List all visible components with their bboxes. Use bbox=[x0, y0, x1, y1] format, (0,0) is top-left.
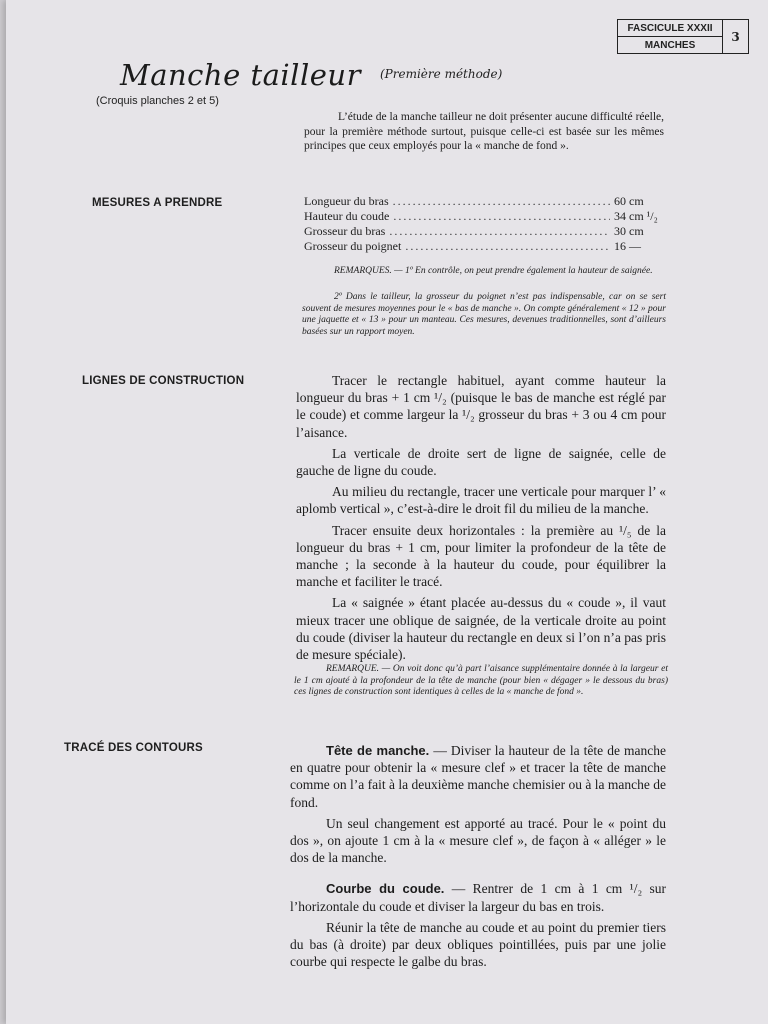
measure-label: Grosseur du bras bbox=[304, 224, 386, 238]
measure-row bbox=[304, 239, 666, 254]
coude-paragraph bbox=[290, 880, 666, 914]
remarque-1: REMARQUES. — 1º En contrôle, on peut prendre également la hauteur de saignée. bbox=[334, 266, 653, 276]
changement-paragraph: Un seul changement est apporté au tracé. Pour le « point du dos », on ajoute 1 cm à la « mesure clef », de façon à « alléger » le dos de la manche. bbox=[290, 815, 666, 866]
lignes-paragraph: La verticale de droite sert de ligne de saignée, celle de gauche de ligne du coude. bbox=[296, 445, 666, 479]
lignes-heading: LIGNES DE CONSTRUCTION bbox=[82, 375, 245, 387]
remarque-2: 2º Dans le tailleur, la grosseur du poignet n’est pas indispensable, car on se sert souvent de mesures moyennes pour le « bas de manche ». On compte généralement « 12 » pour une jaquette et « 13 » pour un manteau. Ces mesures, devenues traditionnelles, sont d’ailleurs basées sur un rapport moyen. bbox=[302, 292, 666, 337]
trace-heading: TRACÉ DES CONTOURS bbox=[64, 742, 203, 754]
measure-label: Grosseur du poignet bbox=[304, 239, 402, 253]
leader-dots bbox=[405, 239, 610, 254]
reunir-paragraph: Réunir la tête de manche au coude et au point du premier tiers du bas (à droite) par deux obliques pointillées, puis par une jolie courbe qui respecte le galbe du bras. bbox=[290, 919, 666, 970]
measure-row bbox=[304, 224, 666, 239]
measure-label: Longueur du bras bbox=[304, 194, 389, 208]
lignes-body bbox=[296, 372, 666, 667]
section-label: MANCHES bbox=[644, 39, 696, 51]
lignes-paragraph: Tracer le rectangle habituel, ayant comme hauteur la longueur du bras + 1 cm ¹/₂ (puisque le bas de manche est réglé par le coude) et comme largeur la ¹/₂ grosseur du bras + 3 ou 4 cm pour l’aisance. bbox=[296, 373, 666, 440]
fascicule-label: FASCICULE XXXII bbox=[618, 20, 722, 37]
tete-paragraph bbox=[290, 742, 666, 811]
mesures-heading: MESURES A PRENDRE bbox=[92, 197, 223, 209]
leader-dots bbox=[389, 224, 610, 239]
page-subtitle: (Première méthode) bbox=[380, 67, 503, 81]
measure-value: 60 cm bbox=[614, 194, 644, 208]
page-title: Manche tailleur bbox=[120, 58, 361, 92]
trace-body bbox=[290, 742, 666, 974]
measure-row bbox=[304, 209, 666, 224]
coude-subheading: Courbe du coude. bbox=[326, 881, 445, 897]
fascicule-badge bbox=[617, 19, 749, 54]
page-number: 3 bbox=[731, 29, 740, 44]
leader-dots bbox=[393, 209, 610, 224]
measure-row bbox=[304, 194, 666, 209]
measure-label: Hauteur du coude bbox=[304, 209, 390, 223]
intro-paragraph: L’étude de la manche tailleur ne doit présenter aucune difficulté réelle, pour la première méthode surtout, puisque celle-ci est basée sur les mêmes principes que ceux employés pour la « manche de fond ». bbox=[304, 111, 664, 152]
tete-text: — Diviser la hauteur de la tête de manche en quatre pour obtenir la « mesure clef » et tracer la tête de manche comme on l’a fait à la deuxième manche chemisier ou à la manche de fond. bbox=[290, 743, 666, 810]
measure-value: 34 cm ¹/₂ bbox=[614, 209, 658, 223]
lignes-paragraph: Au milieu du rectangle, tracer une verticale pour marquer l’ « aplomb vertical », c’est-à-dire le droit fil du milieu de la manche. bbox=[296, 484, 666, 517]
measure-value: 30 cm bbox=[614, 224, 644, 238]
croquis-reference: (Croquis planches 2 et 5) bbox=[96, 95, 219, 107]
lignes-paragraph: Tracer ensuite deux horizontales : la première au ¹/₅ de la longueur du bras + 1 cm, pour limiter la profondeur de la tête de manche ; la seconde à la hauteur du coude, pour équilibrer la manche et faciliter le tracé. bbox=[296, 522, 666, 590]
leader-dots bbox=[393, 194, 610, 209]
measures-list bbox=[304, 194, 666, 254]
coude-text: — Rentrer de 1 cm à 1 cm ¹/₂ sur l’horizontale du coude et diviser la largeur du bas en trois. bbox=[290, 881, 666, 914]
document-page bbox=[6, 0, 768, 1024]
tete-subheading: Tête de manche. bbox=[326, 743, 430, 758]
lignes-remarque: REMARQUE. — On voit donc qu’à part l’aisance supplémentaire donnée à la largeur et le 1 cm ajouté à la profondeur de la tête de manche (pour bien « dégager » le dessous du bras) ces lignes de construction sont identiques à celles de la « manche de fond ». bbox=[294, 664, 668, 697]
measure-value: 16 — bbox=[614, 239, 641, 253]
lignes-paragraph: La « saignée » étant placée au-dessus du « coude », il vaut mieux tracer une oblique de saignée, de la verticale droite au point du coude (diviser la hauteur du rectangle en deux si l’on n’a pas pris de mesure spéciale). bbox=[296, 595, 666, 663]
